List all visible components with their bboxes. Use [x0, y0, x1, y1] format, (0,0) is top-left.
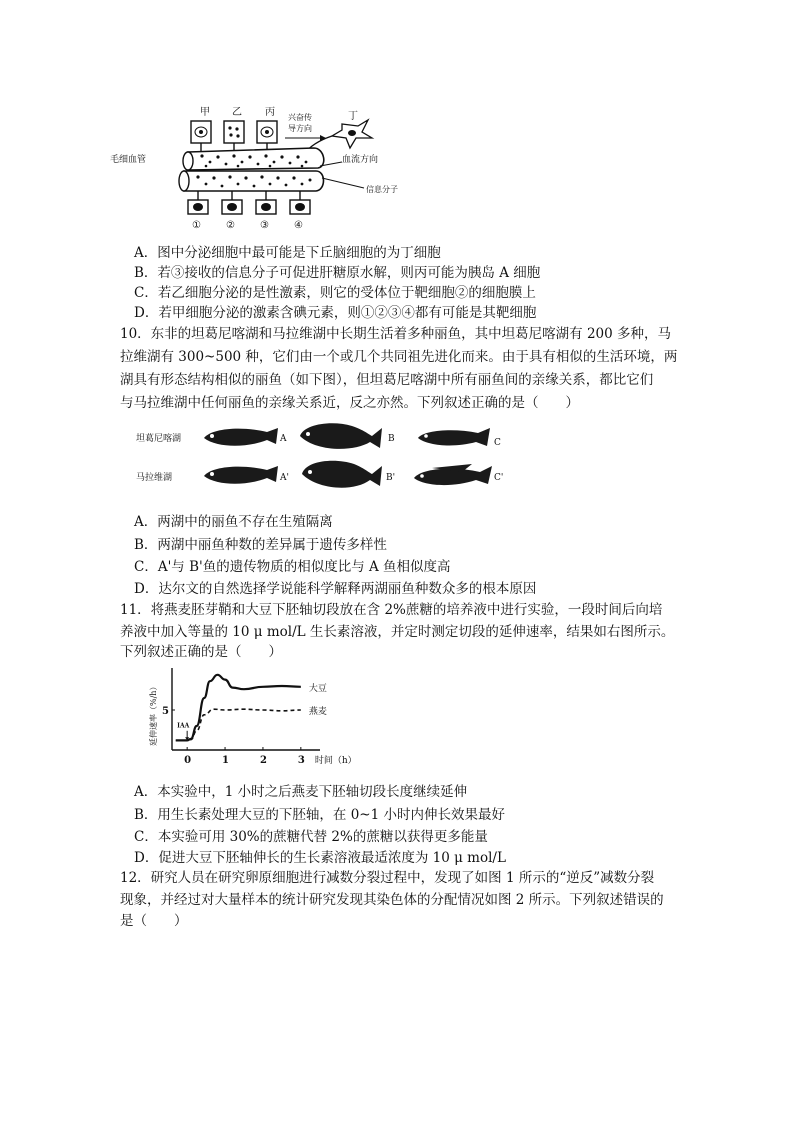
signal-molecule-label: 信息分子: [366, 185, 398, 194]
q10-option-d: D．达尔文的自然选择学说能科学解释两湖丽鱼种数众多的根本原因: [134, 581, 537, 597]
target-label-3: ③: [260, 220, 269, 230]
fish-a: [204, 428, 278, 446]
target-label-2: ②: [226, 220, 235, 230]
growth-rate-chart: [148, 664, 368, 780]
chart-labels: [148, 682, 357, 766]
q11-option-c: C．本实验可用 30%的蔗糖代替 2%的蔗糖以获得更多能量: [134, 829, 488, 845]
chart-series: [176, 675, 301, 741]
cell-label-bing: 丙: [265, 107, 275, 118]
fish-c-prime: [414, 464, 492, 485]
iaa-annotation: IAA: [177, 722, 190, 730]
fish-a-prime: [204, 466, 278, 484]
fish-label-a-prime: A': [280, 473, 289, 483]
q9-option-c: C．若乙细胞分泌的是性激素，则它的受体位于靶细胞②的细胞膜上: [134, 285, 536, 301]
excite-label-2: 导方向: [288, 124, 312, 133]
fish-label-a: A: [280, 434, 287, 444]
fish-label-c-prime: C': [494, 473, 504, 483]
x-axis-label: 时间（h）: [314, 756, 357, 766]
q11-stem-line-2: 养液中加入等量的 10 μ mol/L 生长素溶液，并定时测定切段的延伸速率，结果如右图所示。: [120, 624, 675, 640]
q10-option-a: A．两湖中的丽鱼不存在生殖隔离: [134, 514, 333, 530]
series-line-1: [176, 709, 301, 740]
q11-stem-line-1: 11．将燕麦胚芽鞘和大豆下胚轴切段放在含 2%蔗糖的培养液中进行实验，一段时间后向培: [120, 602, 663, 618]
q11-option-d: D．促进大豆下胚轴伸长的生长素溶液最适浓度为 10 μ mol/L: [134, 850, 506, 866]
q10-stem-line-4: 与马拉维湖中任何丽鱼的亲缘关系近，反之亦然。下列叙述正确的是（ ）: [120, 395, 579, 411]
series-label-0: 大豆: [308, 683, 327, 694]
target-cell-3: [256, 191, 276, 214]
fish-b-prime: [302, 461, 382, 488]
fish-b: [300, 423, 382, 449]
series-label-1: 燕麦: [308, 707, 327, 717]
x-tick-label: 2: [259, 755, 267, 766]
target-label-4: ④: [294, 220, 303, 230]
q9-option-b: B．若③接收的信息分子可促进肝糖原水解，则丙可能为胰岛 A 细胞: [134, 265, 541, 281]
q10-stem-line-2: 拉维湖有 300~500 种，它们由一个或几个共同祖先进化而来。由于具有相似的生活环境，两: [120, 349, 678, 365]
q10-option-b: B．两湖中丽鱼种数的差异属于遗传多样性: [134, 537, 387, 553]
capillary-label: 毛细血管: [110, 155, 147, 165]
y-tick-label: 5: [162, 706, 169, 717]
lake-label-malawi: 马拉维湖: [136, 473, 173, 483]
x-tick-label: 3: [297, 755, 305, 766]
cell-label-jia: 甲: [200, 107, 210, 118]
target-cell-4: [290, 191, 310, 214]
target-cell-2: [222, 191, 242, 214]
target-label-1: ①: [192, 220, 201, 230]
capillary-tube: [179, 148, 324, 191]
fish-c: [418, 428, 490, 446]
q11-option-b: B．用生长素处理大豆的下胚轴，在 0~1 小时内伸长效果最好: [134, 807, 505, 823]
q9-option-a: A．图中分泌细胞中最可能是下丘脑细胞的为丁细胞: [134, 245, 441, 261]
q12-stem-line-2: 现象，并经过对大量样本的统计研究发现其染色体的分配情况如图 2 所示。下列叙述错误的: [120, 892, 664, 908]
fish-label-b: B: [388, 434, 395, 444]
x-tick-label: 1: [222, 755, 230, 766]
q10-stem-line-1: 10．东非的坦葛尼喀湖和马拉维湖中长期生活着多种丽鱼，其中坦葛尼喀湖有 200 多种，马: [120, 326, 672, 342]
excite-label-1: 兴奋传: [288, 113, 312, 122]
q11-option-a: A．本实验中，1 小时之后燕麦下胚轴切段长度继续延伸: [134, 784, 468, 800]
fish-label-c: C: [494, 438, 501, 448]
q11-stem-line-3: 下列叙述正确的是（ ）: [120, 644, 282, 660]
lake-label-tanganyika: 坦葛尼喀湖: [136, 434, 182, 444]
q10-stem-line-3: 湖具有形态结构相似的丽鱼（如下图），但坦葛尼喀湖中所有丽鱼间的亲缘关系，都比它们: [120, 372, 654, 388]
cichlid-fish-figure: [132, 418, 532, 500]
y-axis-label: 延伸速率（%/h）: [149, 682, 158, 746]
q12-stem-line-3: 是（ ）: [120, 913, 188, 929]
q9-option-d: D．若甲细胞分泌的激素含碘元素，则①②③④都有可能是其靶细胞: [134, 305, 537, 321]
fish-label-b-prime: B': [386, 473, 396, 483]
q10-option-c: C．A'与 B'鱼的遗传物质的相似度比与 A 鱼相似度高: [134, 559, 451, 575]
x-tick-label: 0: [184, 755, 192, 766]
cell-label-yi: 乙: [232, 107, 242, 118]
q12-stem-line-1: 12．研究人员在研究卵原细胞进行减数分裂过程中，发现了如图 1 所示的“逆反”减数分裂: [120, 870, 655, 886]
target-cell-1: [188, 191, 208, 214]
series-line-0: [176, 675, 301, 741]
capillary-signal-figure: [110, 104, 430, 230]
blood-flow-label: 血流方向: [342, 155, 379, 165]
cell-label-ding: 丁: [348, 111, 358, 122]
